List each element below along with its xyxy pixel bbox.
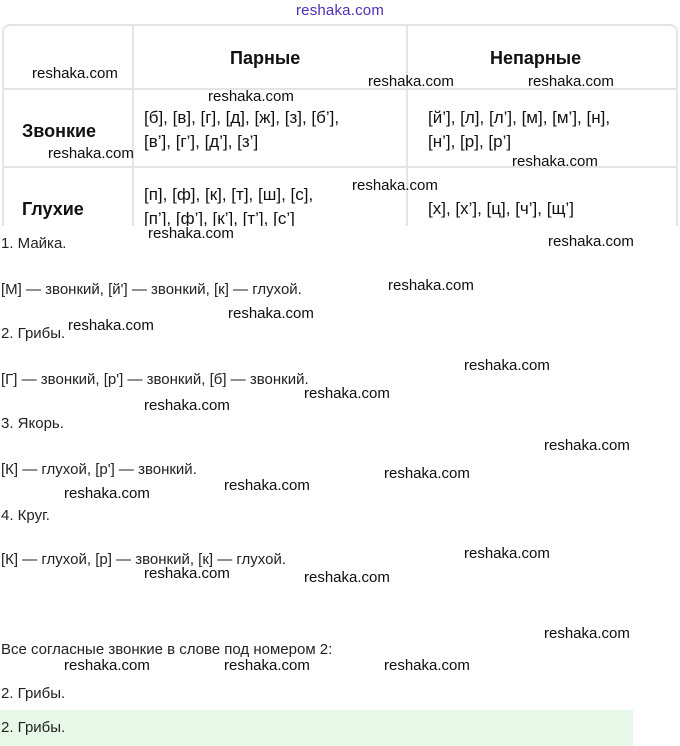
watermark: reshaka.com <box>64 657 150 674</box>
site-link[interactable]: reshaka.com <box>295 2 385 19</box>
word-4-analysis: [К] — глухой, [р] — звонкий, [к] — глухой. <box>1 551 287 568</box>
word-2-title: 2. Грибы. <box>1 325 66 342</box>
table-divider <box>406 26 408 226</box>
watermark: reshaka.com <box>464 357 550 374</box>
watermark: reshaka.com <box>368 73 454 90</box>
watermark: reshaka.com <box>512 153 598 170</box>
table-frame <box>2 24 678 226</box>
header-paired: Парные <box>230 48 301 68</box>
watermark: reshaka.com <box>144 397 230 414</box>
watermark: reshaka.com <box>464 545 550 562</box>
row-header-voiced: Звонкие <box>22 121 97 141</box>
watermark: reshaka.com <box>304 385 390 402</box>
answer-highlight <box>0 710 633 746</box>
watermark: reshaka.com <box>388 277 474 294</box>
word-2-analysis: [Г] — звонкий, [р'] — звонкий, [б] — звонкий. <box>1 371 309 388</box>
voiced-unpaired-line-1: [й’], [л], [л’], [м], [м’], [н], <box>428 108 611 127</box>
watermark: reshaka.com <box>64 485 150 502</box>
voiced-unpaired-line-2: [н’], [р], [р’] <box>428 132 512 151</box>
watermark: reshaka.com <box>384 465 470 482</box>
watermark: reshaka.com <box>144 565 230 582</box>
conclusion-word: 2. Грибы. <box>1 685 66 702</box>
watermark: reshaka.com <box>228 305 314 322</box>
watermark: reshaka.com <box>68 317 154 334</box>
voiceless-paired-line-1: [п], [ф], [к], [т], [ш], [с], <box>144 185 314 204</box>
watermark: reshaka.com <box>548 233 634 250</box>
word-3-analysis: [К] — глухой, [р'] — звонкий. <box>1 461 197 478</box>
consonants-table <box>0 22 680 226</box>
watermark: reshaka.com <box>352 177 438 194</box>
voiceless-paired-line-2: [п’], [ф’], [к’], [т’], [с’] <box>144 209 295 226</box>
header-unpaired: Непарные <box>490 48 582 68</box>
word-4-title: 4. Круг. <box>1 507 50 524</box>
voiceless-unpaired: [х], [х’], [ц], [ч’], [щ’] <box>428 199 574 218</box>
word-3-title: 3. Якорь. <box>1 415 64 432</box>
answer-text: 2. Грибы. <box>1 719 66 736</box>
table-divider <box>132 26 134 226</box>
voiced-paired-line-2: [в’], [г’], [д’], [з’] <box>144 132 259 151</box>
conclusion-text: Все согласные звонкие в слове под номером 2: <box>1 641 333 658</box>
watermark: reshaka.com <box>544 625 630 642</box>
watermark: reshaka.com <box>208 88 294 105</box>
watermark: reshaka.com <box>32 65 118 82</box>
watermark: reshaka.com <box>224 657 310 674</box>
voiced-paired-line-1: [б], [в], [г], [д], [ж], [з], [б’], <box>144 108 340 127</box>
word-1-analysis: [М] — звонкий, [й'] — звонкий, [к] — глухой. <box>1 281 302 298</box>
watermark: reshaka.com <box>224 477 310 494</box>
word-1-title: 1. Майка. <box>1 235 67 252</box>
watermark: reshaka.com <box>544 437 630 454</box>
watermark: reshaka.com <box>148 225 234 242</box>
watermark: reshaka.com <box>384 657 470 674</box>
watermark: reshaka.com <box>48 145 134 162</box>
watermark: reshaka.com <box>528 73 614 90</box>
watermark: reshaka.com <box>304 569 390 586</box>
row-header-voiceless: Глухие <box>22 199 84 219</box>
